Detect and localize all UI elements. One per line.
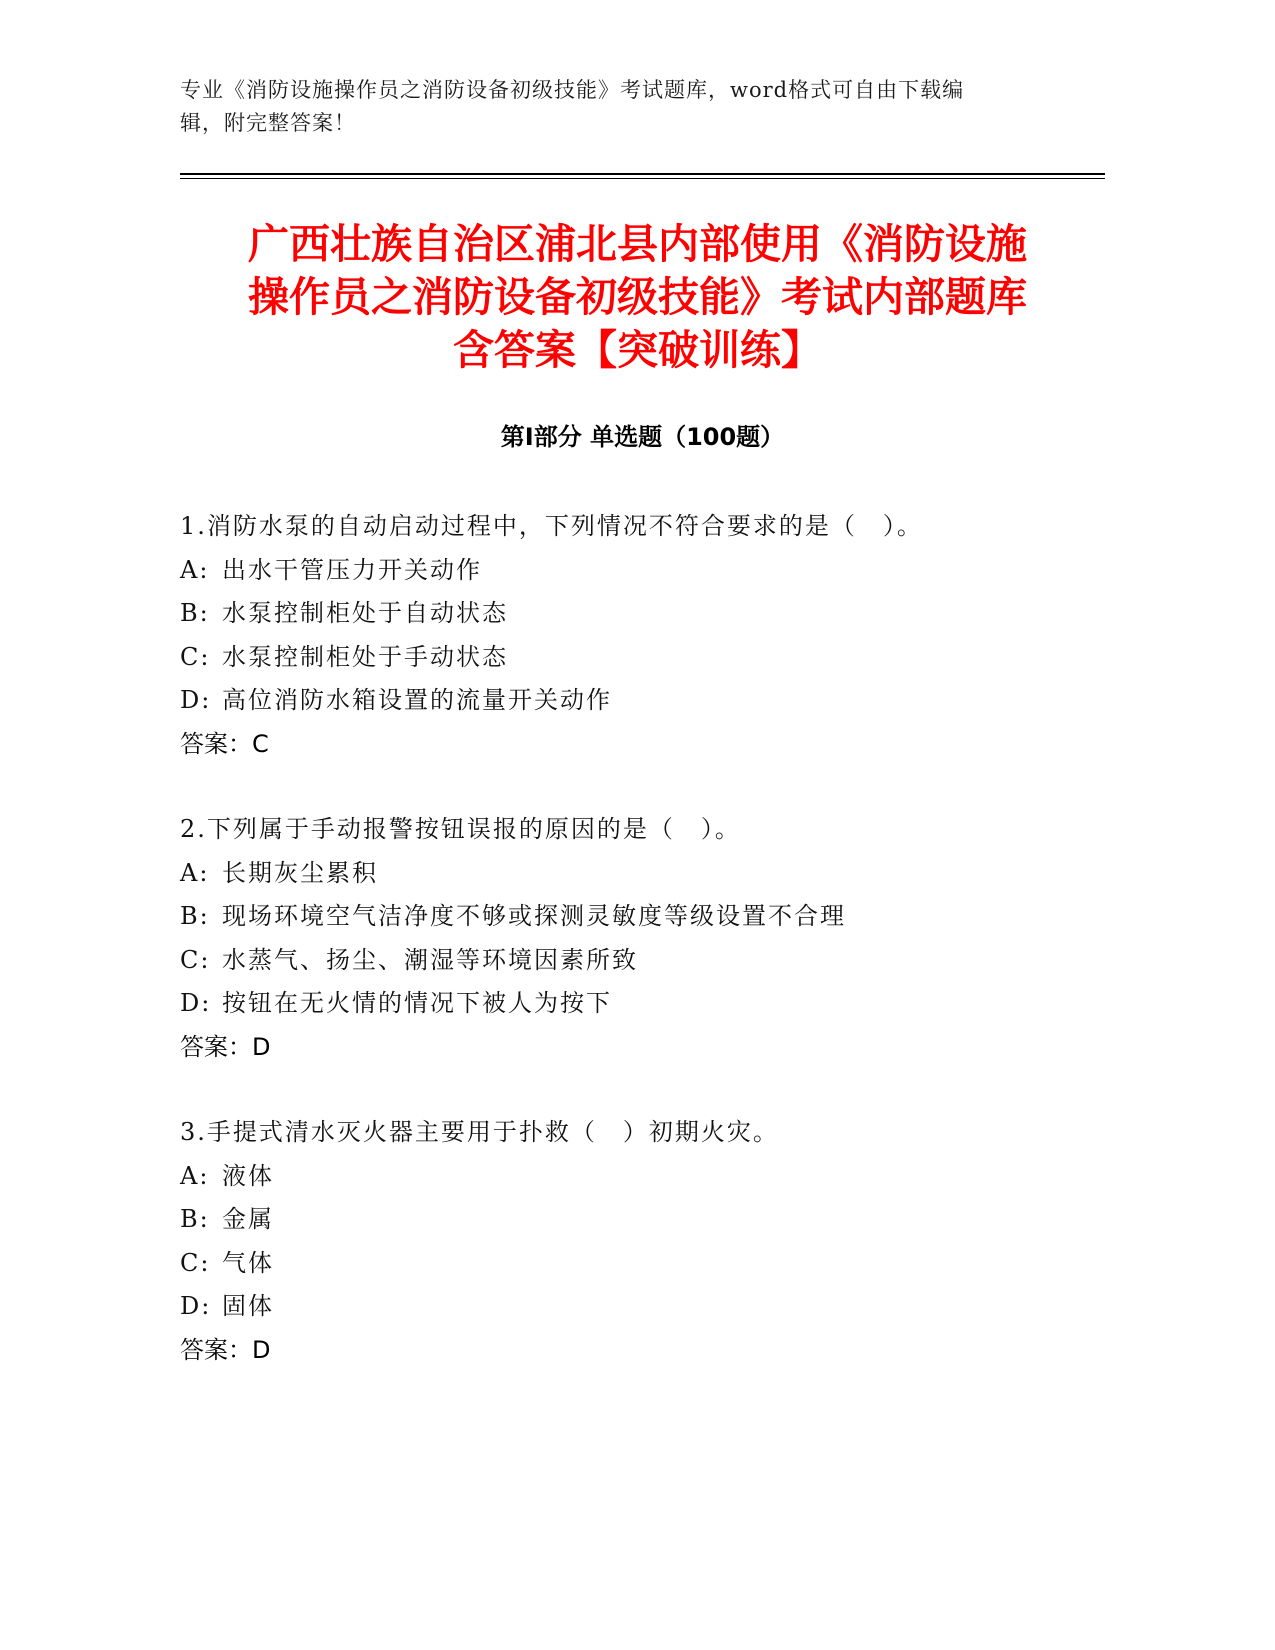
header-note-line-1: 专业《消防设施操作员之消防设备初级技能》考试题库，word格式可自由下载编 <box>180 78 965 102</box>
option-key: A: <box>180 1161 210 1190</box>
option-text: 高位消防水箱设置的流量开关动作 <box>222 686 612 714</box>
option-text: 金属 <box>222 1205 274 1233</box>
option-a <box>180 549 1105 593</box>
option-key: C: <box>180 642 211 671</box>
option-a <box>180 852 1105 896</box>
question-2 <box>180 808 1105 1069</box>
header-note <box>180 74 1040 140</box>
option-text: 水蒸气、扬尘、潮湿等环境因素所致 <box>222 945 638 974</box>
question-1 <box>180 505 1105 766</box>
option-text: 现场环境空气洁净度不够或探测灵敏度等级设置不合理 <box>222 902 846 930</box>
option-text: 液体 <box>222 1161 274 1190</box>
document-title-line-2: 操作员之消防设备初级技能》考试内部题库 <box>248 273 1027 321</box>
question-list <box>180 505 1105 1414</box>
question-stem: 3.手提式清水灭火器主要用于扑救（ ）初期火灾。 <box>180 1118 779 1146</box>
header-note-line-2: 辑，附完整答案！ <box>180 111 356 135</box>
option-c <box>180 1242 1105 1286</box>
section-title: 第Ⅰ部分 单选题（100题） <box>500 423 785 451</box>
option-text: 按钮在无火情的情况下被人为按下 <box>222 989 612 1017</box>
option-key: D: <box>180 686 212 714</box>
option-text: 气体 <box>222 1248 274 1277</box>
option-key: B: <box>180 599 210 627</box>
document-title-line-1: 广西壮族自治区浦北县内部使用《消防设施 <box>248 220 1027 268</box>
option-key: C: <box>180 1248 211 1277</box>
option-text: 固体 <box>222 1292 274 1320</box>
option-text: 长期灰尘累积 <box>222 858 378 887</box>
option-c <box>180 939 1105 983</box>
option-key: C: <box>180 945 211 974</box>
answer: 答案：D <box>180 1335 271 1364</box>
option-key: B: <box>180 902 210 930</box>
option-d <box>180 1285 1105 1329</box>
header-divider-thin <box>180 178 1105 179</box>
option-key: A: <box>180 858 210 887</box>
option-c <box>180 636 1105 680</box>
option-b <box>180 1198 1105 1242</box>
option-key: D: <box>180 1292 212 1320</box>
document-title <box>150 218 1125 377</box>
header-divider-thick <box>180 173 1105 175</box>
option-a <box>180 1155 1105 1199</box>
document-title-line-3: 含答案【突破训练】 <box>453 326 822 374</box>
question-3 <box>180 1111 1105 1372</box>
option-b <box>180 592 1105 636</box>
option-text: 出水干管压力开关动作 <box>222 555 482 584</box>
question-stem: 2.下列属于手动报警按钮误报的原因的是（ ）。 <box>180 815 741 843</box>
option-key: D: <box>180 989 212 1017</box>
option-text: 水泵控制柜处于手动状态 <box>222 642 508 671</box>
question-stem: 1.消防水泵的自动启动过程中，下列情况不符合要求的是（ ）。 <box>180 512 923 540</box>
option-b <box>180 895 1105 939</box>
option-d <box>180 982 1105 1026</box>
option-text: 水泵控制柜处于自动状态 <box>222 599 508 627</box>
option-key: B: <box>180 1205 210 1233</box>
answer: 答案：D <box>180 1032 271 1061</box>
answer: 答案：C <box>180 729 269 758</box>
option-d <box>180 679 1105 723</box>
option-key: A: <box>180 555 210 584</box>
